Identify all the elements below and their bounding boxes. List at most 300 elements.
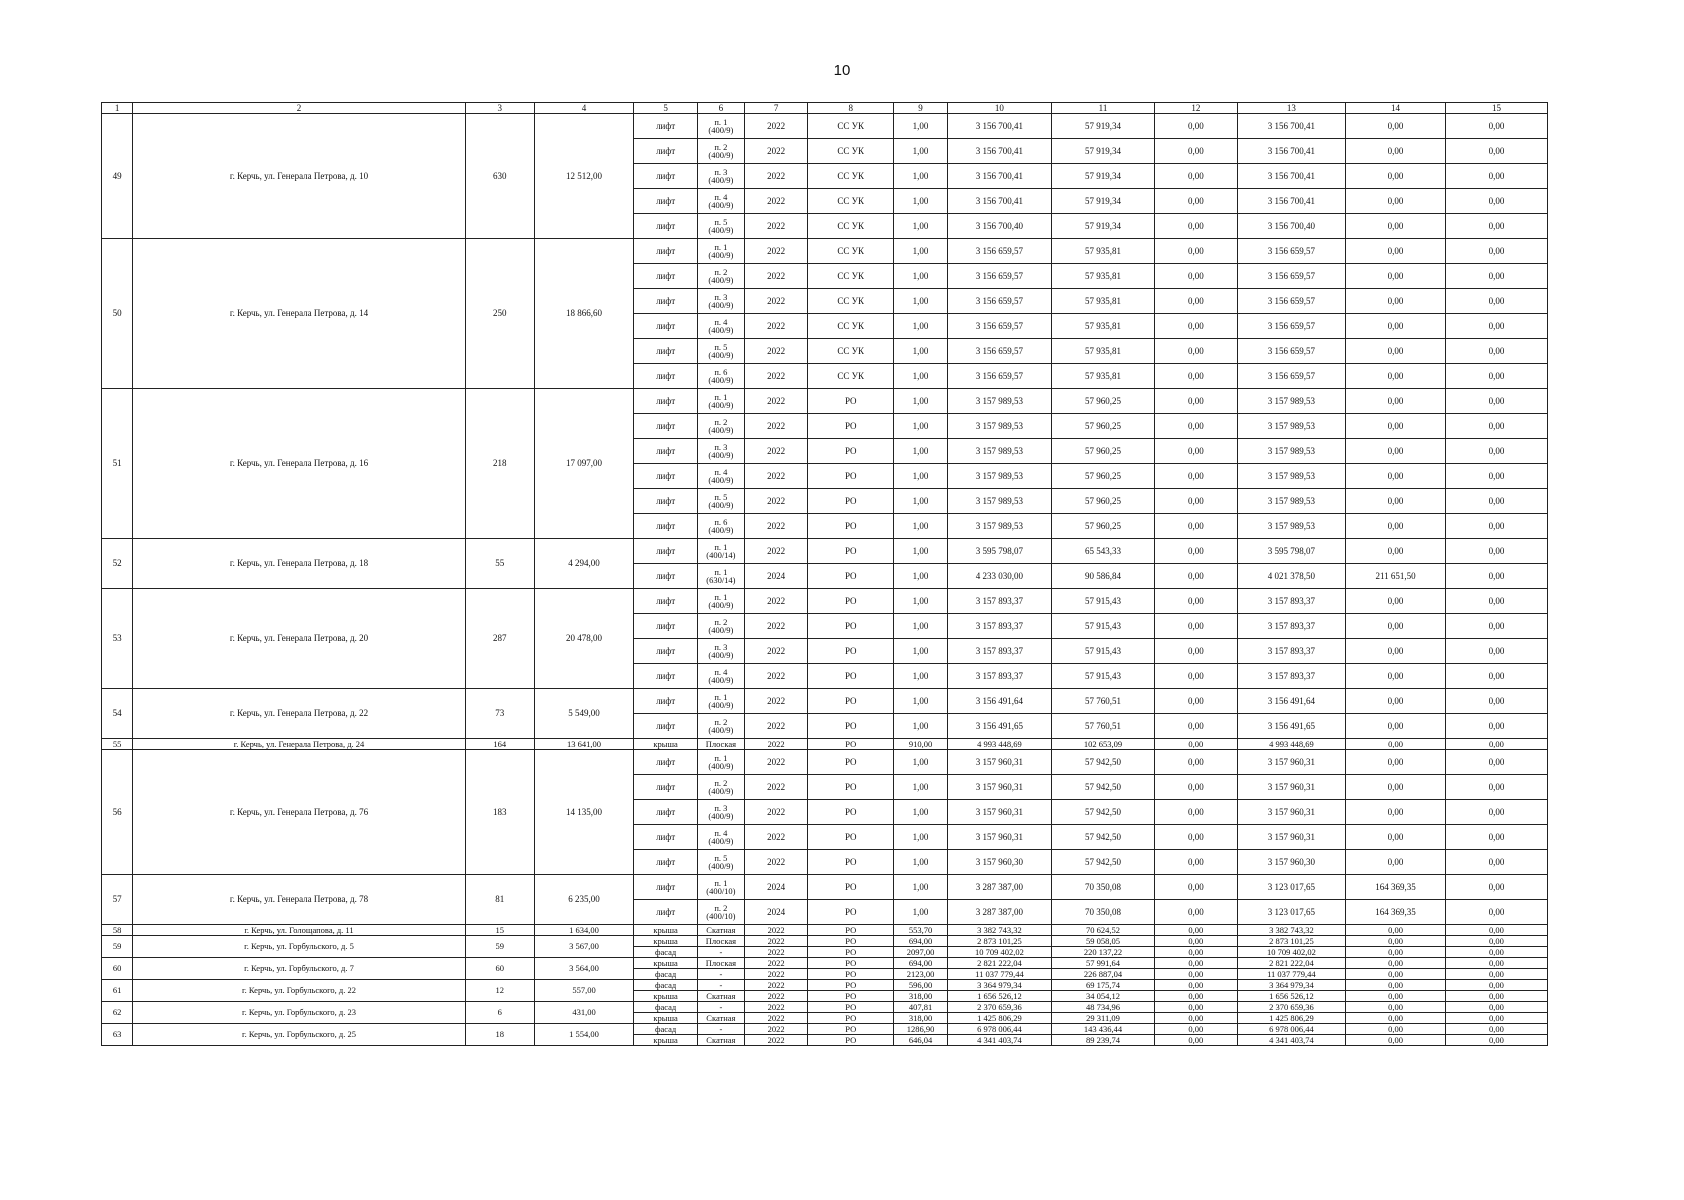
col-14-value: 0,00: [1346, 991, 1446, 1002]
col-15-value: 0,00: [1445, 800, 1547, 825]
col-13-value: 3 156 700,40: [1237, 214, 1345, 239]
equipment-spec-line-2: (400/9): [708, 675, 734, 685]
col-14-value: 0,00: [1346, 947, 1446, 958]
col-13-value: 3 156 659,57: [1237, 289, 1345, 314]
col-13-value: 3 156 659,57: [1237, 239, 1345, 264]
year: 2022: [744, 114, 807, 139]
col-13-value: 3 123 017,65: [1237, 900, 1345, 925]
col-13-value: 3 157 989,53: [1237, 389, 1345, 414]
column-header: 9: [894, 103, 948, 114]
col-12-value: 0,00: [1155, 775, 1238, 800]
table-row: [102, 750, 1548, 775]
volume: 1,00: [894, 514, 948, 539]
building-address: г. Керчь, ул. Горбульского, д. 5: [133, 936, 466, 958]
equipment-spec-line-1: -: [719, 968, 723, 979]
table-row: [102, 1002, 1548, 1013]
col-12-value: 0,00: [1155, 164, 1238, 189]
total-cost: 3 157 960,31: [947, 825, 1051, 850]
col-12-value: 0,00: [1155, 825, 1238, 850]
work-type: лифт: [634, 750, 697, 775]
building-address: г. Керчь, ул. Горбульского, д. 25: [133, 1024, 466, 1046]
column-header: 1: [102, 103, 133, 114]
fund-method: РО: [808, 464, 894, 489]
equipment-spec: [697, 1024, 744, 1035]
building-area: 13 641,00: [534, 739, 634, 750]
building-area: 4 294,00: [534, 539, 634, 589]
volume: 1,00: [894, 439, 948, 464]
col-14-value: 0,00: [1346, 389, 1446, 414]
column-header: 14: [1346, 103, 1446, 114]
unit-cost: 57 915,43: [1051, 614, 1154, 639]
equipment-spec-line-1: п. 3: [714, 802, 728, 813]
total-cost: 3 287 387,00: [947, 875, 1051, 900]
volume: 553,70: [894, 925, 948, 936]
unit-cost: 70 624,52: [1051, 925, 1154, 936]
fund-method: РО: [808, 564, 894, 589]
col-15-value: 0,00: [1445, 439, 1547, 464]
unit-cost: 70 350,08: [1051, 900, 1154, 925]
equipment-spec: [697, 969, 744, 980]
column-header: 4: [534, 103, 634, 114]
unit-cost: 57 935,81: [1051, 264, 1154, 289]
building-col-3: 18: [465, 1024, 534, 1046]
col-15-value: 0,00: [1445, 114, 1547, 139]
equipment-spec-line-1: Скатная: [706, 1012, 736, 1023]
building-address: г. Керчь, ул. Генерала Петрова, д. 16: [133, 389, 466, 539]
col-13-value: 3 157 960,31: [1237, 800, 1345, 825]
building-area: 20 478,00: [534, 589, 634, 689]
work-type: лифт: [634, 714, 697, 739]
year: 2022: [744, 825, 807, 850]
col-15-value: 0,00: [1445, 1035, 1547, 1046]
col-12-value: 0,00: [1155, 189, 1238, 214]
col-12-value: 0,00: [1155, 314, 1238, 339]
col-15-value: 0,00: [1445, 1002, 1547, 1013]
work-type: лифт: [634, 564, 697, 589]
table-row: [102, 739, 1548, 750]
building-area: 18 866,60: [534, 239, 634, 389]
equipment-spec-line-1: -: [719, 1001, 723, 1012]
fund-method: РО: [808, 589, 894, 614]
equipment-spec-line-1: п. 5: [714, 216, 728, 227]
year: 2022: [744, 189, 807, 214]
building-area: 17 097,00: [534, 389, 634, 539]
building-col-3: 73: [465, 689, 534, 739]
fund-method: РО: [808, 958, 894, 969]
equipment-spec-line-1: п. 2: [714, 902, 728, 913]
equipment-spec: [697, 589, 744, 614]
unit-cost: 57 960,25: [1051, 464, 1154, 489]
total-cost: 3 157 960,31: [947, 775, 1051, 800]
total-cost: 3 157 989,53: [947, 439, 1051, 464]
equipment-spec-line-2: (400/9): [708, 811, 734, 821]
volume: 1,00: [894, 875, 948, 900]
fund-method: РО: [808, 1024, 894, 1035]
unit-cost: 57 991,64: [1051, 958, 1154, 969]
equipment-spec-line-1: п. 1: [714, 591, 728, 602]
year: 2022: [744, 239, 807, 264]
col-12-value: 0,00: [1155, 264, 1238, 289]
col-13-value: 3 156 700,41: [1237, 189, 1345, 214]
col-13-value: 3 157 960,30: [1237, 850, 1345, 875]
fund-method: РО: [808, 664, 894, 689]
year: 2024: [744, 564, 807, 589]
equipment-spec-line-1: п. 3: [714, 441, 728, 452]
fund-method: РО: [808, 775, 894, 800]
total-cost: 3 157 989,53: [947, 489, 1051, 514]
equipment-spec: [697, 639, 744, 664]
total-cost: 3 156 659,57: [947, 314, 1051, 339]
col-12-value: 0,00: [1155, 1024, 1238, 1035]
equipment-spec-line-2: (400/9): [708, 425, 734, 435]
building-address: г. Керчь, ул. Горбульского, д. 23: [133, 1002, 466, 1024]
equipment-spec: [697, 439, 744, 464]
equipment-spec-line-1: п. 3: [714, 166, 728, 177]
total-cost: 3 157 989,53: [947, 464, 1051, 489]
col-15-value: 0,00: [1445, 925, 1547, 936]
building-number: 49: [102, 114, 133, 239]
total-cost: 3 364 979,34: [947, 980, 1051, 991]
building-number: 53: [102, 589, 133, 689]
equipment-spec-line-2: (400/9): [708, 500, 734, 510]
equipment-spec-line-2: (400/10): [706, 886, 736, 896]
col-15-value: 0,00: [1445, 514, 1547, 539]
building-area: 1 634,00: [534, 925, 634, 936]
work-type: крыша: [634, 1035, 697, 1046]
col-13-value: 3 156 659,57: [1237, 339, 1345, 364]
col-14-value: 0,00: [1346, 775, 1446, 800]
total-cost: 4 341 403,74: [947, 1035, 1051, 1046]
table-row: [102, 1024, 1548, 1035]
building-col-3: 183: [465, 750, 534, 875]
work-type: крыша: [634, 991, 697, 1002]
unit-cost: 34 054,12: [1051, 991, 1154, 1002]
equipment-spec: [697, 689, 744, 714]
total-cost: 3 157 893,37: [947, 614, 1051, 639]
total-cost: 10 709 402,02: [947, 947, 1051, 958]
equipment-spec-line-2: (400/9): [708, 125, 734, 135]
year: 2022: [744, 539, 807, 564]
building-col-3: 287: [465, 589, 534, 689]
col-15-value: 0,00: [1445, 189, 1547, 214]
col-15-value: 0,00: [1445, 969, 1547, 980]
column-header: 8: [808, 103, 894, 114]
equipment-spec: [697, 339, 744, 364]
building-number: 63: [102, 1024, 133, 1046]
equipment-spec-line-1: п. 4: [714, 666, 728, 677]
equipment-spec: [697, 947, 744, 958]
year: 2022: [744, 514, 807, 539]
year: 2022: [744, 991, 807, 1002]
year: 2022: [744, 264, 807, 289]
col-12-value: 0,00: [1155, 114, 1238, 139]
equipment-spec: [697, 1002, 744, 1013]
col-15-value: 0,00: [1445, 164, 1547, 189]
col-15-value: 0,00: [1445, 936, 1547, 947]
col-14-value: 164 369,35: [1346, 875, 1446, 900]
fund-method: РО: [808, 489, 894, 514]
unit-cost: 48 734,96: [1051, 1002, 1154, 1013]
total-cost: 1 656 526,12: [947, 991, 1051, 1002]
building-area: 431,00: [534, 1002, 634, 1024]
equipment-spec-line-2: (400/9): [708, 475, 734, 485]
col-15-value: 0,00: [1445, 314, 1547, 339]
unit-cost: 57 935,81: [1051, 314, 1154, 339]
building-col-3: 81: [465, 875, 534, 925]
col-14-value: 0,00: [1346, 214, 1446, 239]
equipment-spec: [697, 539, 744, 564]
volume: 1,00: [894, 589, 948, 614]
building-col-3: 164: [465, 739, 534, 750]
building-col-3: 630: [465, 114, 534, 239]
volume: 1,00: [894, 389, 948, 414]
total-cost: 3 156 659,57: [947, 264, 1051, 289]
col-15-value: 0,00: [1445, 1013, 1547, 1024]
col-15-value: 0,00: [1445, 389, 1547, 414]
work-type: лифт: [634, 639, 697, 664]
total-cost: 3 156 659,57: [947, 364, 1051, 389]
col-12-value: 0,00: [1155, 958, 1238, 969]
column-header: 6: [697, 103, 744, 114]
col-12-value: 0,00: [1155, 739, 1238, 750]
fund-method: РО: [808, 439, 894, 464]
column-header: 12: [1155, 103, 1238, 114]
column-header: 10: [947, 103, 1051, 114]
equipment-spec-line-2: (400/9): [708, 450, 734, 460]
building-address: г. Керчь, ул. Генерала Петрова, д. 18: [133, 539, 466, 589]
volume: 694,00: [894, 958, 948, 969]
work-type: лифт: [634, 614, 697, 639]
col-13-value: 3 595 798,07: [1237, 539, 1345, 564]
unit-cost: 226 887,04: [1051, 969, 1154, 980]
col-15-value: 0,00: [1445, 489, 1547, 514]
equipment-spec-line-1: п. 1: [714, 877, 728, 888]
equipment-spec: [697, 489, 744, 514]
work-type: лифт: [634, 664, 697, 689]
col-12-value: 0,00: [1155, 364, 1238, 389]
total-cost: 3 156 659,57: [947, 289, 1051, 314]
column-header: 3: [465, 103, 534, 114]
building-address: г. Керчь, ул. Генерала Петрова, д. 20: [133, 589, 466, 689]
col-14-value: 0,00: [1346, 1035, 1446, 1046]
unit-cost: 57 935,81: [1051, 239, 1154, 264]
building-col-3: 6: [465, 1002, 534, 1024]
equipment-spec: [697, 289, 744, 314]
col-14-value: 0,00: [1346, 750, 1446, 775]
equipment-spec-line-2: (400/9): [708, 175, 734, 185]
unit-cost: 57 915,43: [1051, 589, 1154, 614]
equipment-spec: [697, 264, 744, 289]
volume: 1,00: [894, 850, 948, 875]
year: 2022: [744, 947, 807, 958]
building-address: г. Керчь, ул. Голощапова, д. 11: [133, 925, 466, 936]
year: 2022: [744, 314, 807, 339]
building-number: 62: [102, 1002, 133, 1024]
unit-cost: 65 543,33: [1051, 539, 1154, 564]
col-12-value: 0,00: [1155, 925, 1238, 936]
equipment-spec-line-2: (400/9): [708, 725, 734, 735]
year: 2022: [744, 1024, 807, 1035]
col-15-value: 0,00: [1445, 339, 1547, 364]
col-14-value: 0,00: [1346, 239, 1446, 264]
fund-method: РО: [808, 800, 894, 825]
fund-method: СС УК: [808, 114, 894, 139]
equipment-spec-line-1: Плоская: [705, 957, 737, 968]
col-14-value: 0,00: [1346, 800, 1446, 825]
equipment-spec-line-2: (400/9): [708, 300, 734, 310]
col-15-value: 0,00: [1445, 775, 1547, 800]
col-14-value: 0,00: [1346, 689, 1446, 714]
total-cost: 6 978 006,44: [947, 1024, 1051, 1035]
col-14-value: 0,00: [1346, 639, 1446, 664]
col-13-value: 3 157 893,37: [1237, 614, 1345, 639]
year: 2022: [744, 775, 807, 800]
equipment-spec-line-1: п. 4: [714, 191, 728, 202]
work-type: крыша: [634, 739, 697, 750]
unit-cost: 57 942,50: [1051, 775, 1154, 800]
work-type: лифт: [634, 825, 697, 850]
volume: 2097,00: [894, 947, 948, 958]
volume: 407,81: [894, 1002, 948, 1013]
work-type: лифт: [634, 689, 697, 714]
total-cost: 3 157 960,30: [947, 850, 1051, 875]
col-15-value: 0,00: [1445, 364, 1547, 389]
volume: 1,00: [894, 750, 948, 775]
work-type: лифт: [634, 389, 697, 414]
equipment-spec: [697, 139, 744, 164]
table-row: [102, 925, 1548, 936]
col-12-value: 0,00: [1155, 991, 1238, 1002]
equipment-spec-line-2: (400/14): [706, 550, 736, 560]
fund-method: РО: [808, 689, 894, 714]
volume: 1,00: [894, 339, 948, 364]
equipment-spec: [697, 1013, 744, 1024]
year: 2022: [744, 936, 807, 947]
equipment-spec-line-1: п. 3: [714, 291, 728, 302]
building-number: 50: [102, 239, 133, 389]
col-13-value: 4 993 448,69: [1237, 739, 1345, 750]
fund-method: РО: [808, 850, 894, 875]
col-15-value: 0,00: [1445, 464, 1547, 489]
equipment-spec-line-1: Скатная: [706, 1034, 736, 1045]
building-number: 52: [102, 539, 133, 589]
equipment-spec-line-1: п. 2: [714, 141, 728, 152]
unit-cost: 102 653,09: [1051, 739, 1154, 750]
building-address: г. Керчь, ул. Генерала Петрова, д. 14: [133, 239, 466, 389]
volume: 1,00: [894, 314, 948, 339]
work-type: лифт: [634, 264, 697, 289]
equipment-spec-line-2: (400/9): [708, 525, 734, 535]
col-14-value: 0,00: [1346, 969, 1446, 980]
fund-method: РО: [808, 980, 894, 991]
equipment-spec: [697, 991, 744, 1002]
year: 2022: [744, 958, 807, 969]
col-15-value: 0,00: [1445, 289, 1547, 314]
col-13-value: 3 123 017,65: [1237, 875, 1345, 900]
column-header: 2: [133, 103, 466, 114]
work-type: фасад: [634, 980, 697, 991]
volume: 1,00: [894, 539, 948, 564]
total-cost: 11 037 779,44: [947, 969, 1051, 980]
work-type: лифт: [634, 239, 697, 264]
year: 2022: [744, 739, 807, 750]
col-12-value: 0,00: [1155, 750, 1238, 775]
building-number: 59: [102, 936, 133, 958]
equipment-spec-line-2: (400/9): [708, 786, 734, 796]
unit-cost: 57 915,43: [1051, 639, 1154, 664]
col-15-value: 0,00: [1445, 689, 1547, 714]
unit-cost: 57 919,34: [1051, 189, 1154, 214]
equipment-spec: [697, 239, 744, 264]
year: 2022: [744, 164, 807, 189]
equipment-spec: [697, 614, 744, 639]
table-row: [102, 389, 1548, 414]
equipment-spec-line-1: п. 1: [714, 391, 728, 402]
total-cost: 4 993 448,69: [947, 739, 1051, 750]
equipment-spec-line-1: п. 5: [714, 341, 728, 352]
equipment-spec-line-2: (630/14): [706, 575, 736, 585]
col-12-value: 0,00: [1155, 936, 1238, 947]
volume: 1,00: [894, 489, 948, 514]
col-14-value: 0,00: [1346, 664, 1446, 689]
unit-cost: 57 942,50: [1051, 825, 1154, 850]
work-type: лифт: [634, 414, 697, 439]
volume: 1,00: [894, 139, 948, 164]
col-14-value: 0,00: [1346, 1024, 1446, 1035]
col-12-value: 0,00: [1155, 639, 1238, 664]
fund-method: СС УК: [808, 164, 894, 189]
equipment-spec-line-2: (400/9): [708, 400, 734, 410]
unit-cost: 57 942,50: [1051, 850, 1154, 875]
col-14-value: 0,00: [1346, 589, 1446, 614]
equipment-spec: [697, 164, 744, 189]
building-address: г. Керчь, ул. Генерала Петрова, д. 10: [133, 114, 466, 239]
col-15-value: 0,00: [1445, 639, 1547, 664]
col-14-value: 0,00: [1346, 414, 1446, 439]
col-15-value: 0,00: [1445, 900, 1547, 925]
total-cost: 3 156 659,57: [947, 339, 1051, 364]
work-type: лифт: [634, 164, 697, 189]
fund-method: РО: [808, 539, 894, 564]
year: 2022: [744, 339, 807, 364]
work-type: лифт: [634, 189, 697, 214]
year: 2022: [744, 714, 807, 739]
col-13-value: 3 156 700,41: [1237, 164, 1345, 189]
equipment-spec-line-1: п. 6: [714, 366, 728, 377]
col-13-value: 3 156 659,57: [1237, 264, 1345, 289]
total-cost: 2 370 659,36: [947, 1002, 1051, 1013]
table-row: [102, 689, 1548, 714]
equipment-spec-line-2: (400/9): [708, 250, 734, 260]
col-13-value: 3 382 743,32: [1237, 925, 1345, 936]
col-12-value: 0,00: [1155, 214, 1238, 239]
col-13-value: 3 157 989,53: [1237, 464, 1345, 489]
unit-cost: 90 586,84: [1051, 564, 1154, 589]
unit-cost: 69 175,74: [1051, 980, 1154, 991]
unit-cost: 220 137,22: [1051, 947, 1154, 958]
building-address: г. Керчь, ул. Генерала Петрова, д. 76: [133, 750, 466, 875]
column-header: 13: [1237, 103, 1345, 114]
fund-method: РО: [808, 1002, 894, 1013]
work-type: лифт: [634, 289, 697, 314]
year: 2022: [744, 414, 807, 439]
equipment-spec-line-1: п. 2: [714, 266, 728, 277]
col-15-value: 0,00: [1445, 664, 1547, 689]
col-15-value: 0,00: [1445, 980, 1547, 991]
equipment-spec-line-2: (400/9): [708, 861, 734, 871]
building-number: 56: [102, 750, 133, 875]
volume: 1,00: [894, 214, 948, 239]
